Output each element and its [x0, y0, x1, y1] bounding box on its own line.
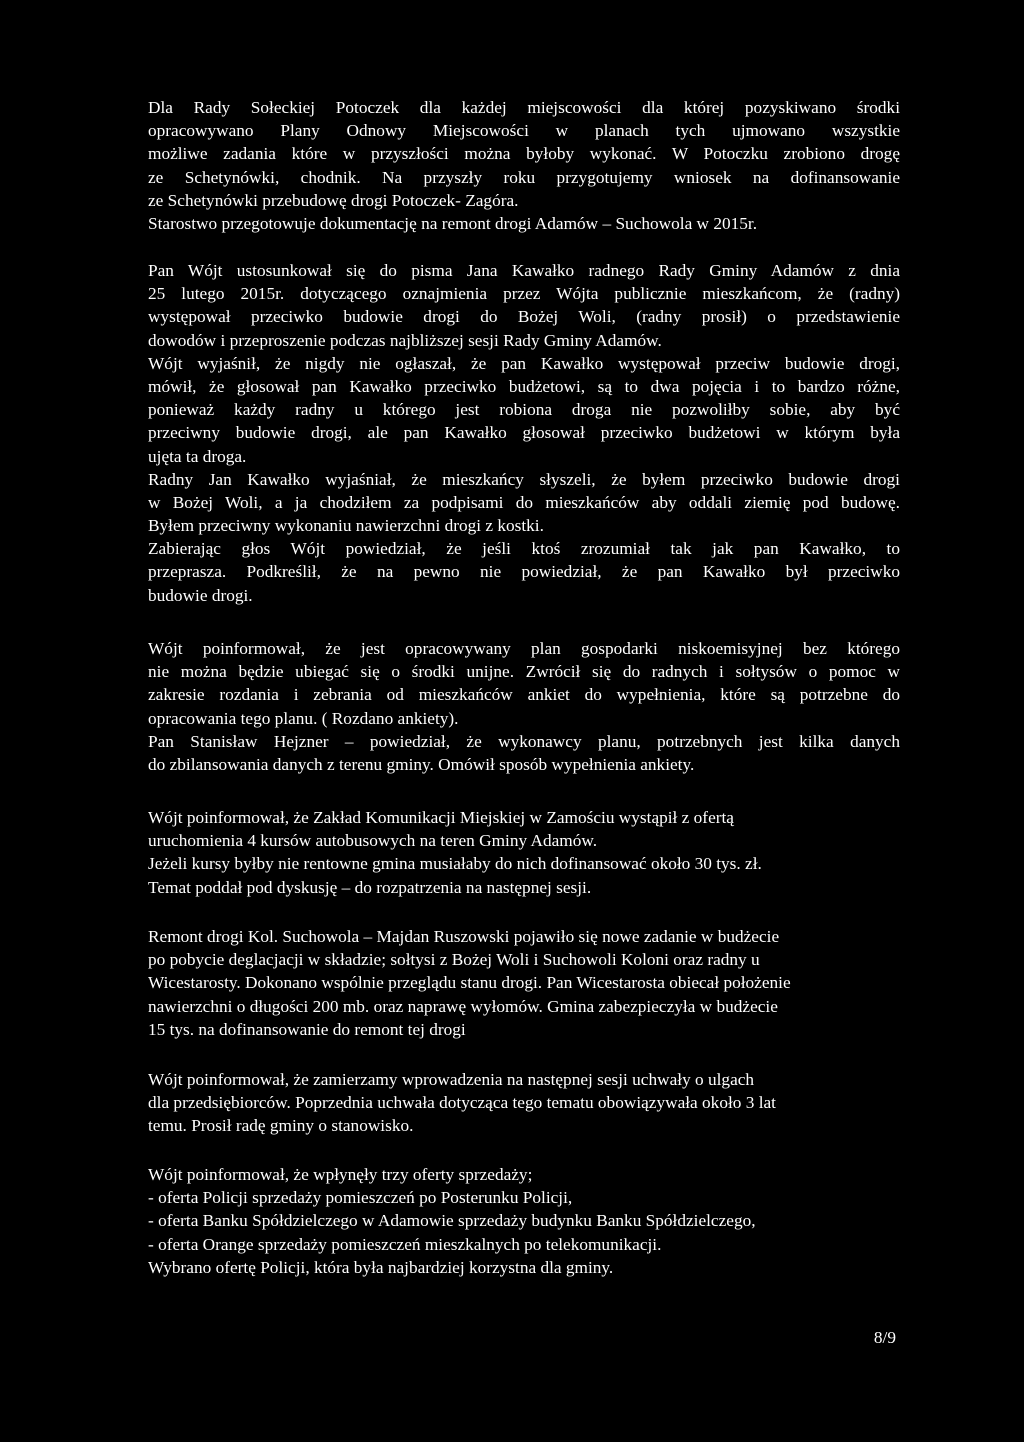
text-line: Wójt wyjaśnił, że nigdy nie ogłaszał, że pan Kawałko występował przeciw budowie drogi,: [148, 353, 900, 373]
text-line: Pan Wójt ustosunkował się do pisma Jana Kawałko radnego Rady Gminy Adamów z dnia: [148, 261, 900, 280]
page-number: 8/9: [873, 1328, 896, 1347]
paragraph-komunikacja: [148, 806, 900, 899]
text-line: w Bożej Woli, a ja chodziłem za podpisami do mieszkańców aby oddali ziemię pod budowę.: [148, 492, 900, 512]
paragraph-solectwo: [148, 96, 900, 235]
text-line: Wicestarosty. Dokonano wspólnie przeglądu stanu drogi. Pan Wicestarosta obiecał położenie: [148, 973, 791, 993]
text-line: Wójt poinformował, że zamierzamy wprowadzenia na następnej sesji uchwały o ulgach: [148, 1070, 755, 1089]
paragraph-oferty: [148, 1163, 900, 1279]
paragraph-plan-niskoemisyjny: [148, 637, 900, 776]
text-line: 25 lutego 2015r. dotyczącego oznajmienia przez Wójta publicznie mieszkańcom, że (radny): [148, 284, 900, 304]
text-line: ze Schetynówki przebudowę drogi Potoczek- Zagóra.: [148, 190, 519, 210]
text-line: przeprasza. Podkreślił, że na pewno nie powiedział, że pan Kawałko był przeciwko: [148, 562, 900, 582]
text-line: występował przeciwko budowie drogi do Bożej Woli, (radny prosił) o przedstawienie: [148, 307, 900, 327]
text-line: 15 tys. na dofinansowanie do remont tej drogi: [148, 1019, 466, 1039]
text-line: dowodów i przeproszenie podczas najbliższej sesji Rady Gminy Adamów.: [148, 330, 662, 350]
text-line: Wójt poinformował, że Zakład Komunikacji Miejskiej w Zamościu wystąpił z ofertą: [148, 808, 734, 827]
text-line: Wójt poinformował, że wpłynęły trzy oferty sprzedaży;: [148, 1165, 533, 1184]
text-line: ponieważ każdy radny u którego jest robiona droga nie pozwoliłby sobie, aby być: [148, 400, 900, 420]
paragraph-pismo-kawalko: [148, 259, 900, 607]
text-line: możliwe zadania które w przyszłości można byłoby wykonać. W Potoczku zrobiono drogę: [148, 144, 900, 164]
text-line: Pan Stanisław Hejzner – powiedział, że wykonawcy planu, potrzebnych jest kilka danych: [148, 731, 900, 751]
text-line: opracowania tego planu. ( Rozdano ankiety).: [148, 708, 459, 728]
text-line: Dla Rady Sołeckiej Potoczek dla każdej miejscowości dla której pozyskiwano środki: [148, 98, 900, 117]
text-line: Wybrano ofertę Policji, która była najbardziej korzystna dla gminy.: [148, 1257, 614, 1277]
text-line: budowie drogi.: [148, 585, 253, 605]
text-line: zakresie rozdania i zebrania od mieszkańców ankiet do wypełnienia, które są potrzebne do: [148, 685, 900, 705]
paragraph-ulgi: [148, 1068, 900, 1138]
text-line: Byłem przeciwny wykonaniu nawierzchni drogi z kostki.: [148, 516, 544, 536]
text-line: nie można będzie ubiegać się o środki unijne. Zwrócił się do radnych i sołtysów o pomoc w: [148, 662, 900, 682]
text-line: nawierzchni o długości 200 mb. oraz naprawę wyłomów. Gmina zabezpieczyła w budżecie: [148, 996, 778, 1016]
paragraph-remont-drogi: [148, 925, 900, 1041]
text-line: Starostwo przegotowuje dokumentację na remont drogi Adamów – Suchowola w 2015r.: [148, 213, 758, 233]
text-line: - oferta Policji sprzedaży pomieszczeń po Posterunku Policji,: [148, 1188, 573, 1208]
text-line: opracowywano Plany Odnowy Miejscowości w planach tych ujmowano wszystkie: [148, 121, 900, 141]
text-line: ujęta ta droga.: [148, 446, 247, 466]
text-line: Radny Jan Kawałko wyjaśniał, że mieszkańcy słyszeli, że byłem przeciwko budowie drogi: [148, 469, 900, 489]
text-line: Zabierając głos Wójt powiedział, że jeśli ktoś zrozumiał tak jak pan Kawałko, to: [148, 539, 900, 559]
text-line: ze Schetynówki, chodnik. Na przyszły roku przygotujemy wniosek na dofinansowanie: [148, 167, 900, 187]
text-line: Temat poddał pod dyskusję – do rozpatrzenia na następnej sesji.: [148, 877, 592, 897]
text-line: przeciwny budowie drogi, ale pan Kawałko głosował przeciwko budżetowi w którym była: [148, 423, 900, 443]
text-line: - oferta Banku Spółdzielczego w Adamowie sprzedaży budynku Banku Spółdzielczego,: [148, 1211, 756, 1231]
text-line: uruchomienia 4 kursów autobusowych na teren Gminy Adamów.: [148, 831, 598, 851]
text-line: dla przedsiębiorców. Poprzednia uchwała dotycząca tego tematu obowiązywała około 3 lat: [148, 1093, 776, 1113]
text-line: po pobycie deglacjacji w składzie; sołtysi z Bożej Woli i Suchowoli Koloni oraz radny u: [148, 950, 760, 970]
text-line: - oferta Orange sprzedaży pomieszczeń mieszkalnych po telekomunikacji.: [148, 1234, 662, 1254]
text-line: do zbilansowania danych z terenu gminy. Omówił sposób wypełnienia ankiety.: [148, 754, 695, 774]
text-line: Jeżeli kursy byłby nie rentowne gmina musiałaby do nich dofinansować około 30 tys. zł.: [148, 854, 762, 874]
text-line: temu. Prosił radę gminy o stanowisko.: [148, 1116, 414, 1136]
text-line: Wójt poinformował, że jest opracowywany plan gospodarki niskoemisyjnej bez którego: [148, 639, 900, 658]
text-line: Remont drogi Kol. Suchowola – Majdan Ruszowski pojawiło się nowe zadanie w budżecie: [148, 927, 780, 946]
text-line: mówił, że głosował pan Kawałko przeciwko budżetowi, są to dwa pojęcia i to bardzo różne,: [148, 376, 900, 396]
